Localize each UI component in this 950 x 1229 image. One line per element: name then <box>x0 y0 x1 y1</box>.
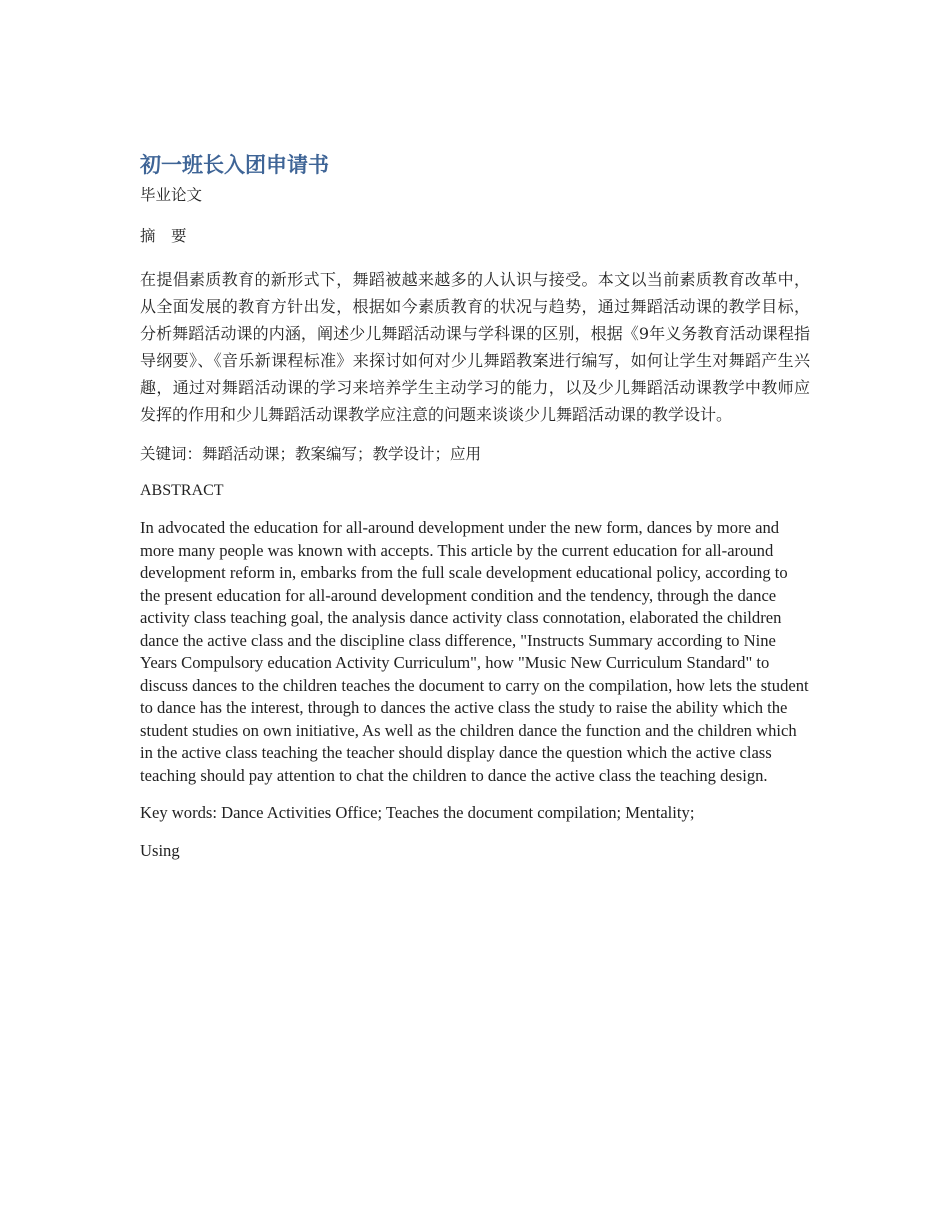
keywords-en-continued: Using <box>140 840 180 860</box>
abstract-heading-cn: 摘 要 <box>140 227 187 245</box>
document-title: 初一班长入团申请书 <box>140 152 329 177</box>
abstract-body-en: In advocated the education for all-around development under the new form, dances by more and more many people was known with accepts. This article by the current education for all-around development reform in, embarks from the full scale development educational policy, according to the present education for all-around development condition and the tendency, through the dance activity class teaching goal, the analysis dance activity class connotation, elaborated the children dance the active class and the discipline class difference, "Instructs Summary according to Nine Years Compulsory education Activity Curriculum", how "Music New Curriculum Standard" to discuss dances to the children teaches the document to carry on the compilation, how lets the student to dance has the interest, through to dances the active class the study to raise the ability which the student studies on own initiative, As well as the children dance the function and the children which in the active class teaching the teacher should display dance the question which the active class teaching should pay attention to chat the children to dance the active class the teaching design. <box>140 518 809 785</box>
document-subtitle: 毕业论文 <box>140 186 203 204</box>
abstract-heading-en: ABSTRACT <box>140 482 224 499</box>
abstract-body-cn: 在提倡素质教育的新形式下，舞蹈被越来越多的人认识与接受。本文以当前素质教育改革中，从全面发展的教育方针出发，根据如今素质教育的状况与趋势，通过舞蹈活动课的教学目标，分析舞蹈活动课的内涵，阐述少儿舞蹈活动课与学科课的区别，根据《9年义务教育活动课程指导纲要》、《音乐新课程标准》来探讨如何对少儿舞蹈教案进行编写，如何让学生对舞蹈产生兴趣，通过对舞蹈活动课的学习来培养学生主动学习的能力，以及少儿舞蹈活动课教学中教师应发挥的作用和少儿舞蹈活动课教学应注意的问题来谈谈少儿舞蹈活动课的教学设计。 <box>140 270 810 424</box>
keywords-cn: 关键词：舞蹈活动课；教案编写；教学设计；应用 <box>140 445 482 463</box>
keywords-en: Key words: Dance Activities Office; Teaches the document compilation; Mentality; <box>140 803 695 822</box>
document-page <box>140 150 810 862</box>
